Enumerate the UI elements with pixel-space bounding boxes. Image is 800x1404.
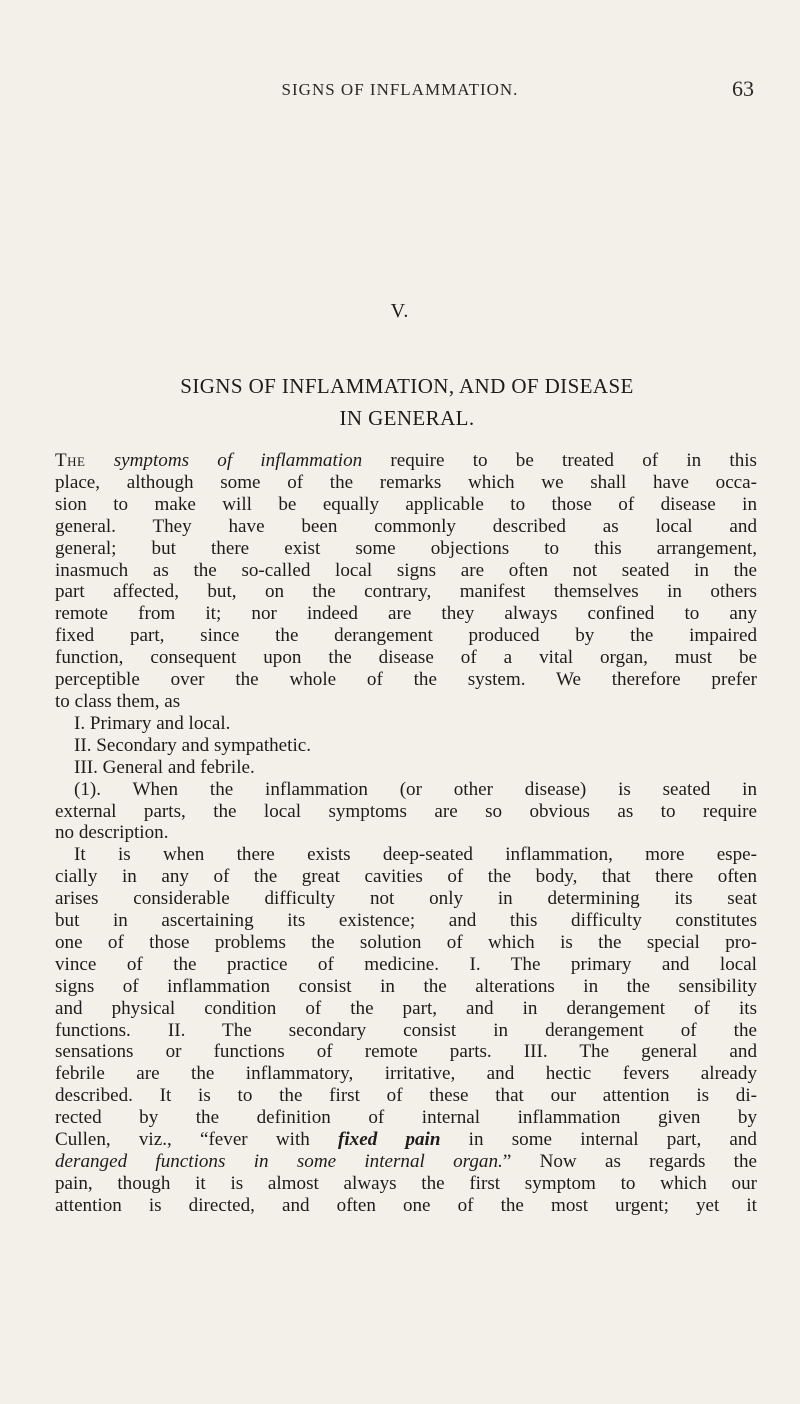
text-line: to class them, as <box>55 690 181 712</box>
list-item: III. General and febrile. <box>74 756 255 778</box>
text-line: arises considerable difficulty not only in determining its seat <box>55 888 757 910</box>
body-text <box>55 450 757 1217</box>
lead-word: The <box>55 450 86 471</box>
text-line: and physical condition of the part, and in derangement of its <box>55 997 757 1019</box>
text-line: signs of inflammation consist in the alterations in the sensibility <box>55 975 757 997</box>
chapter-title-line-2: IN GENERAL. <box>339 406 475 430</box>
text-line: cially in any of the great cavities of the body, that there often <box>55 866 757 888</box>
chapter-title <box>62 370 752 434</box>
text-run: require to be treated of in this <box>362 450 757 471</box>
text-line: febrile are the inflammatory, irritative, and hectic fevers already <box>55 1063 757 1085</box>
text-line: functions. II. The secondary consist in derangement of the <box>55 1019 757 1041</box>
running-head: SIGNS OF INFLAMMATION. <box>281 80 519 99</box>
text-line: sion to make will be equally applicable to those of disease in <box>55 493 757 515</box>
italic-phrase: deranged functions in some internal organ. <box>55 1151 503 1172</box>
text-line: remote from it; nor indeed are they always confined to any <box>55 603 757 625</box>
text-run: Cullen, viz., “fever with <box>55 1129 339 1151</box>
text-line: but in ascertaining its existence; and this difficulty constitutes <box>55 910 757 932</box>
text-line <box>55 450 757 472</box>
text-line: place, although some of the remarks which we shall have occa- <box>55 471 757 493</box>
text-line: inasmuch as the so-called local signs are often not seated in the <box>55 559 757 581</box>
text-line: one of those problems the solution of which is the special pro- <box>55 931 757 953</box>
text-line: vince of the practice of medicine. I. The primary and local <box>55 953 757 975</box>
page-number: 63 <box>732 76 754 101</box>
text-line: attention is directed, and often one of the most urgent; yet it <box>55 1194 757 1216</box>
text-line: sensations or functions of remote parts. III. The general and <box>55 1041 757 1063</box>
text-line: fixed part, since the derangement produced by the impaired <box>55 625 757 647</box>
list-item: I. Primary and local. <box>74 712 231 734</box>
chapter-number: V. <box>390 300 410 322</box>
list-item: II. Secondary and sympathetic. <box>74 734 312 756</box>
italic-phrase: symptoms of inflammation <box>113 450 363 471</box>
text-line: general; but there exist some objections to this arrangement, <box>55 537 757 559</box>
text-line: described. It is to the first of these that our attention is di- <box>55 1085 757 1107</box>
text-line: part affected, but, on the contrary, manifest themselves in others <box>55 581 757 603</box>
text-line: perceptible over the whole of the system. We therefore prefer <box>55 669 757 691</box>
text-line <box>55 1151 757 1173</box>
text-run: ” Now as regards the <box>502 1151 757 1172</box>
text-line: general. They have been commonly described as local and <box>55 515 757 537</box>
text-line: It is when there exists deep-seated inflammation, more espe- <box>74 844 757 866</box>
text-line: rected by the definition of internal inflammation given by <box>55 1107 757 1129</box>
text-line: no description. <box>55 822 169 844</box>
text-line: external parts, the local symptoms are so obvious as to require <box>55 800 757 822</box>
italic-phrase: fixed pain <box>338 1129 441 1151</box>
text-line <box>55 1129 757 1151</box>
text-line: (1). When the inflammation (or other disease) is seated in <box>74 778 757 800</box>
text-run: in some internal part, and <box>440 1129 757 1151</box>
text-line: function, consequent upon the disease of a vital organ, must be <box>55 647 757 669</box>
text-line: pain, though it is almost always the first symptom to which our <box>55 1172 757 1194</box>
chapter-title-line-1: SIGNS OF INFLAMMATION, AND OF DISEASE <box>180 374 634 398</box>
